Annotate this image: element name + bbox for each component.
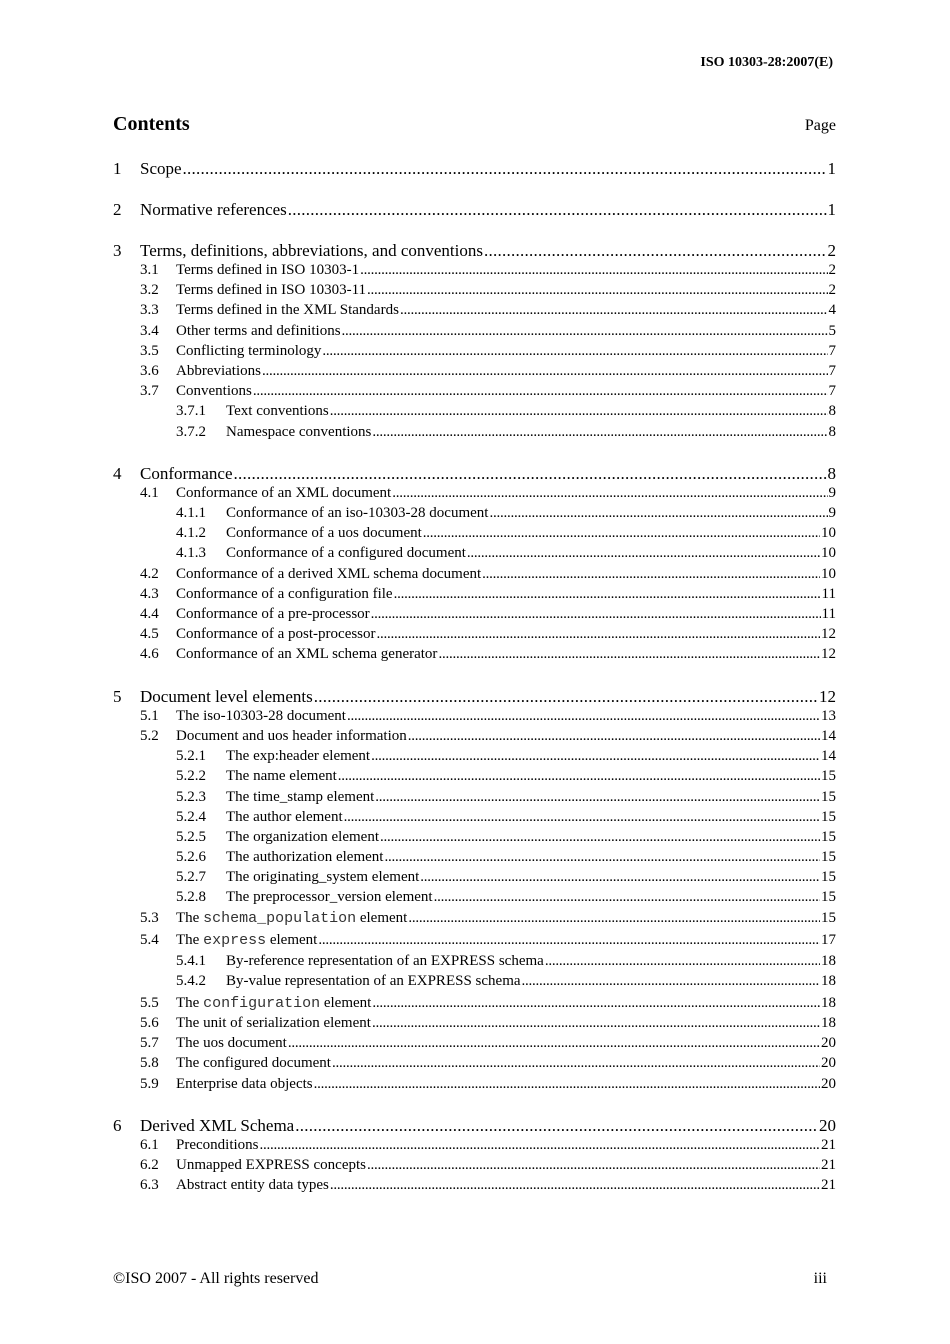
toc-entry-number: 5.2.2: [176, 768, 206, 784]
toc-entry-number: 5.4.1: [176, 953, 206, 969]
toc-entry-title-suffix: element: [320, 995, 372, 1011]
toc-entry-page: 5: [828, 323, 836, 339]
toc-entry[interactable]: [113, 829, 836, 846]
toc-entry-page: 15: [821, 869, 836, 885]
toc-entry-page: 15: [821, 889, 836, 905]
toc-entry-page: 13: [821, 708, 836, 724]
toc-entry-title: The configured document: [176, 1055, 331, 1071]
toc-entry-title: Unmapped EXPRESS concepts: [176, 1157, 366, 1173]
toc-entry-title: The author element: [226, 809, 343, 825]
toc-dot-leader: [360, 262, 827, 279]
toc-dot-leader: [314, 1076, 820, 1093]
toc-entry-title: Conformance of an iso-10303-28 document: [226, 505, 489, 521]
toc-entry-page: 14: [821, 748, 836, 764]
toc-entry-number: 3.7.1: [176, 403, 206, 419]
toc-entry-title: The iso-10303-28 document: [176, 708, 346, 724]
toc-entry-page: 7: [828, 343, 836, 359]
toc-entry-title: The organization element: [226, 829, 379, 845]
toc-entry-page: 20: [819, 1116, 836, 1135]
toc-entry[interactable]: [113, 159, 836, 179]
toc-dot-leader: [434, 889, 820, 906]
toc-dot-leader: [288, 200, 827, 220]
toc-dot-leader: [262, 363, 828, 380]
toc-entry-number: 5.3: [140, 910, 159, 926]
contents-heading: Contents: [113, 113, 190, 135]
toc-entry-title: The preprocessor_version element: [226, 889, 433, 905]
toc-entry-number: 5.6: [140, 1015, 159, 1031]
toc-entry-title: [176, 932, 317, 949]
toc-entry[interactable]: [113, 768, 836, 785]
toc-dot-leader: [400, 302, 828, 319]
toc-entry[interactable]: [113, 1076, 836, 1093]
toc-entry-title: Abstract entity data types: [176, 1177, 329, 1193]
toc-entry[interactable]: [113, 606, 836, 623]
toc-entry-title: By-value representation of an EXPRESS schema: [226, 973, 521, 989]
toc-dot-leader: [372, 424, 827, 441]
toc-entry-page: 18: [821, 995, 836, 1011]
toc-entry-number: 5.2.4: [176, 809, 206, 825]
toc-entry[interactable]: [113, 566, 836, 583]
toc-dot-leader: [295, 1116, 818, 1136]
toc-entry-number: 5.9: [140, 1076, 159, 1092]
toc-entry-number: 5.2.3: [176, 789, 206, 805]
toc-entry[interactable]: [113, 973, 836, 990]
toc-entry[interactable]: [113, 363, 836, 380]
toc-dot-leader: [371, 748, 820, 765]
toc-entry-title-suffix: element: [266, 932, 318, 948]
toc-entry[interactable]: [113, 403, 836, 420]
toc-dot-leader: [367, 282, 827, 299]
toc-entry-title: Conformance of a derived XML schema document: [176, 566, 482, 582]
toc-entry-title: Conformance of an XML document: [176, 485, 392, 501]
toc-entry-number: 5.7: [140, 1035, 159, 1051]
toc-dot-leader: [377, 626, 820, 643]
toc-dot-leader: [392, 485, 827, 502]
toc-entry-title-prefix: The: [176, 932, 204, 948]
toc-entry[interactable]: [113, 200, 836, 220]
toc-entry-title-suffix: element: [356, 910, 408, 926]
toc-dot-leader: [375, 789, 820, 806]
toc-dot-leader: [489, 505, 827, 522]
toc-dot-leader: [347, 708, 820, 725]
toc-entry-page: 8: [828, 424, 836, 440]
toc-entry-page: 20: [821, 1035, 836, 1051]
toc-entry-page: 4: [828, 302, 836, 318]
toc-entry-title: [176, 910, 407, 927]
toc-entry-page: 15: [821, 809, 836, 825]
toc-entry-number: 3.6: [140, 363, 159, 379]
page-column-label: Page: [804, 117, 836, 134]
toc-dot-leader: [545, 953, 820, 970]
toc-entry-number: 6.2: [140, 1157, 159, 1173]
toc-entry-number: 3.7: [140, 383, 159, 399]
toc-entry[interactable]: [113, 869, 836, 886]
toc-entry[interactable]: [113, 708, 836, 725]
toc-entry-page: 21: [821, 1177, 836, 1193]
toc-dot-leader: [380, 829, 820, 846]
toc-entry-title: Conformance of an XML schema generator: [176, 646, 438, 662]
toc-entry-page: 1: [827, 200, 836, 219]
toc-entry-title: Enterprise data objects: [176, 1076, 313, 1092]
toc-entry[interactable]: [113, 995, 836, 1012]
toc-entry-page: 8: [828, 403, 836, 419]
toc-entry[interactable]: [113, 545, 836, 562]
toc-entry-number: 6: [113, 1116, 122, 1135]
toc-entry-title: Namespace conventions: [226, 424, 372, 440]
toc-entry[interactable]: [113, 505, 836, 522]
toc-entry-title: The unit of serialization element: [176, 1015, 371, 1031]
toc-entry[interactable]: [113, 302, 836, 319]
toc-dot-leader: [288, 1035, 820, 1052]
toc-entry[interactable]: [113, 953, 836, 970]
toc-entry-number: 3: [113, 241, 122, 260]
toc-entry-number: 4.3: [140, 586, 159, 602]
toc-dot-leader: [260, 1137, 821, 1154]
toc-entry-page: 21: [821, 1157, 836, 1173]
toc-entry-page: 12: [821, 646, 836, 662]
toc-entry-number: 3.5: [140, 343, 159, 359]
toc-entry[interactable]: [113, 626, 836, 643]
toc-entry-number: 6.1: [140, 1137, 159, 1153]
toc-entry-title: Conflicting terminology: [176, 343, 322, 359]
toc-entry-title: Other terms and definitions: [176, 323, 341, 339]
toc-entry-page: 11: [821, 586, 836, 602]
toc-entry-page: 15: [821, 849, 836, 865]
toc-entry-number: 4.2: [140, 566, 159, 582]
toc-entry-page: 7: [828, 363, 836, 379]
toc-entry-number: 3.3: [140, 302, 159, 318]
toc-dot-leader: [367, 1157, 820, 1174]
toc-entry-page: 12: [821, 626, 836, 642]
toc-entry-number: 5.2.5: [176, 829, 206, 845]
toc-entry-title-code: configuration: [203, 995, 321, 1012]
toc-entry-page: 18: [821, 953, 836, 969]
toc-entry-title: Terms defined in the XML Standards: [176, 302, 399, 318]
toc-entry[interactable]: [113, 849, 836, 866]
toc-entry-page: 20: [821, 1055, 836, 1071]
toc-dot-leader: [371, 606, 821, 623]
toc-entry-title: [176, 995, 371, 1012]
toc-entry-page: 17: [821, 932, 836, 948]
toc-entry-number: 5.8: [140, 1055, 159, 1071]
toc-entry-title: Normative references: [140, 200, 287, 219]
toc-entry-title: The originating_system element: [226, 869, 420, 885]
toc-dot-leader: [408, 728, 820, 745]
toc-entry-page: 7: [828, 383, 836, 399]
toc-entry[interactable]: [113, 1015, 836, 1032]
toc-entry-title: The uos document: [176, 1035, 287, 1051]
toc-entry-title: The time_stamp element: [226, 789, 375, 805]
toc-dot-leader: [394, 586, 821, 603]
toc-dot-leader: [372, 995, 820, 1012]
toc-entry-number: 4: [113, 464, 122, 483]
toc-entry-page: 18: [821, 1015, 836, 1031]
toc-entry-number: 4.5: [140, 626, 159, 642]
toc-dot-leader: [338, 768, 820, 785]
toc-dot-leader: [438, 646, 820, 663]
toc-entry[interactable]: [113, 424, 836, 441]
toc-entry-number: 5.2.6: [176, 849, 206, 865]
toc-entry-page: 10: [821, 545, 836, 561]
toc-entry[interactable]: [113, 1055, 836, 1072]
toc-entry-page: 15: [821, 789, 836, 805]
toc-entry-title: Conformance: [140, 464, 233, 483]
toc-dot-leader: [314, 687, 818, 707]
toc-entry-page: 10: [821, 566, 836, 582]
toc-entry[interactable]: [113, 241, 836, 261]
toc-dot-leader: [330, 403, 828, 420]
toc-entry-number: 4.6: [140, 646, 159, 662]
toc-entry-title: Conventions: [176, 383, 252, 399]
toc-dot-leader: [384, 849, 820, 866]
toc-entry-title: By-reference representation of an EXPRESS schema: [226, 953, 544, 969]
toc-entry-page: 2: [827, 241, 836, 260]
toc-entry-title: The authorization element: [226, 849, 384, 865]
toc-entry-page: 9: [828, 505, 836, 521]
toc-entry-title: Conformance of a uos document: [226, 525, 422, 541]
toc-entry[interactable]: [113, 646, 836, 663]
toc-entry-title: Terms defined in ISO 10303-1: [176, 262, 360, 278]
toc-entry-title: Conformance of a configured document: [226, 545, 466, 561]
toc-entry-number: 4.4: [140, 606, 159, 622]
toc-entry-page: 2: [828, 262, 836, 278]
toc-entry-number: 3.4: [140, 323, 159, 339]
toc-dot-leader: [408, 910, 820, 927]
toc-entry-page: 1: [827, 159, 836, 178]
toc-dot-leader: [423, 525, 820, 542]
toc-entry[interactable]: [113, 889, 836, 906]
toc-entry-number: 4.1.1: [176, 505, 206, 521]
toc-entry-page: 14: [821, 728, 836, 744]
toc-entry[interactable]: [113, 932, 836, 949]
toc-entry[interactable]: [113, 323, 836, 340]
toc-entry-number: 5.2.7: [176, 869, 206, 885]
toc-entry-number: 3.2: [140, 282, 159, 298]
toc-entry[interactable]: [113, 464, 836, 484]
toc-entry-page: 9: [828, 485, 836, 501]
toc-dot-leader: [372, 1015, 820, 1032]
toc-entry-page: 15: [821, 910, 836, 926]
toc-entry-number: 5.5: [140, 995, 159, 1011]
toc-entry[interactable]: [113, 262, 836, 279]
toc-entry-page: 21: [821, 1137, 836, 1153]
toc-entry-page: 12: [819, 687, 836, 706]
toc-entry-page: 10: [821, 525, 836, 541]
toc-entry-page: 8: [827, 464, 836, 483]
toc-dot-leader: [253, 383, 828, 400]
toc-entry[interactable]: [113, 789, 836, 806]
toc-entry[interactable]: [113, 1137, 836, 1154]
toc-entry-title: Preconditions: [176, 1137, 259, 1153]
toc-dot-leader: [234, 464, 827, 484]
toc-entry-page: 15: [821, 829, 836, 845]
toc-entry-number: 5.2: [140, 728, 159, 744]
toc-entry[interactable]: [113, 1157, 836, 1174]
toc-entry-number: 2: [113, 200, 122, 219]
toc-entry[interactable]: [113, 485, 836, 502]
toc-entry-number: 5.1: [140, 708, 159, 724]
toc-entry-title-prefix: The: [176, 910, 204, 926]
toc-dot-leader: [344, 809, 820, 826]
toc-dot-leader: [332, 1055, 820, 1072]
toc-dot-leader: [420, 869, 820, 886]
toc-entry[interactable]: [113, 728, 836, 745]
toc-entry[interactable]: [113, 586, 836, 603]
toc-dot-leader: [342, 323, 828, 340]
toc-entry-page: 11: [821, 606, 836, 622]
toc-entry-title: Document and uos header information: [176, 728, 407, 744]
toc-entry[interactable]: [113, 383, 836, 400]
toc-entry-number: 4.1: [140, 485, 159, 501]
toc-entry-number: 5: [113, 687, 122, 706]
toc-entry-title: Terms, definitions, abbreviations, and conventions: [140, 241, 483, 260]
toc-entry[interactable]: [113, 687, 836, 707]
toc-entry-title: Terms defined in ISO 10303-11: [176, 282, 367, 298]
toc-dot-leader: [318, 932, 820, 949]
toc-entry[interactable]: [113, 343, 836, 360]
toc-entry-page: 18: [821, 973, 836, 989]
toc-entry[interactable]: [113, 748, 836, 765]
toc-entry-page: 2: [828, 282, 836, 298]
toc-dot-leader: [330, 1177, 820, 1194]
toc-entry-number: 3.7.2: [176, 424, 206, 440]
toc-entry-number: 5.2.1: [176, 748, 206, 764]
toc-entry-title-prefix: The: [176, 995, 204, 1011]
toc-dot-leader: [467, 545, 820, 562]
toc-entry-number: 3.1: [140, 262, 159, 278]
toc-entry-number: 4.1.3: [176, 545, 206, 561]
document-header: ISO 10303-28:2007(E): [700, 55, 833, 70]
toc-entry[interactable]: [113, 809, 836, 826]
page-number: iii: [813, 1270, 827, 1287]
toc-entry-title-code: schema_population: [203, 910, 357, 927]
toc-dot-leader: [322, 343, 827, 360]
toc-dot-leader: [522, 973, 820, 990]
toc-entry-title: Scope: [140, 159, 182, 178]
toc-entry[interactable]: [113, 1035, 836, 1052]
toc-entry[interactable]: [113, 910, 836, 927]
toc-entry-number: 5.4.2: [176, 973, 206, 989]
toc-entry-title: Document level elements: [140, 687, 313, 706]
toc-entry-title: Conformance of a configuration file: [176, 586, 393, 602]
toc-entry-title: Conformance of a pre-processor: [176, 606, 370, 622]
toc-entry-number: 1: [113, 159, 122, 178]
toc-entry-title: Derived XML Schema: [140, 1116, 295, 1135]
toc-dot-leader: [484, 241, 827, 261]
toc-entry[interactable]: [113, 282, 836, 299]
toc-entry-title: The exp:header element: [226, 748, 371, 764]
toc-entry-page: 20: [821, 1076, 836, 1092]
toc-dot-leader: [183, 159, 827, 179]
toc-entry-number: 5.2.8: [176, 889, 206, 905]
toc-entry[interactable]: [113, 525, 836, 542]
toc-entry-number: 6.3: [140, 1177, 159, 1193]
toc-dot-leader: [482, 566, 820, 583]
toc-entry-page: 15: [821, 768, 836, 784]
toc-entry[interactable]: [113, 1116, 836, 1136]
toc-entry-title-code: express: [203, 932, 267, 949]
copyright-notice: ©ISO 2007 - All rights reserved: [113, 1270, 319, 1287]
toc-entry-title: The name element: [226, 768, 337, 784]
toc-entry-title: Conformance of a post-processor: [176, 626, 376, 642]
toc-entry-number: 4.1.2: [176, 525, 206, 541]
toc-entry[interactable]: [113, 1177, 836, 1194]
toc-entry-number: 5.4: [140, 932, 159, 948]
toc-entry-title: Text conventions: [226, 403, 329, 419]
toc-entry-title: Abbreviations: [176, 363, 261, 379]
